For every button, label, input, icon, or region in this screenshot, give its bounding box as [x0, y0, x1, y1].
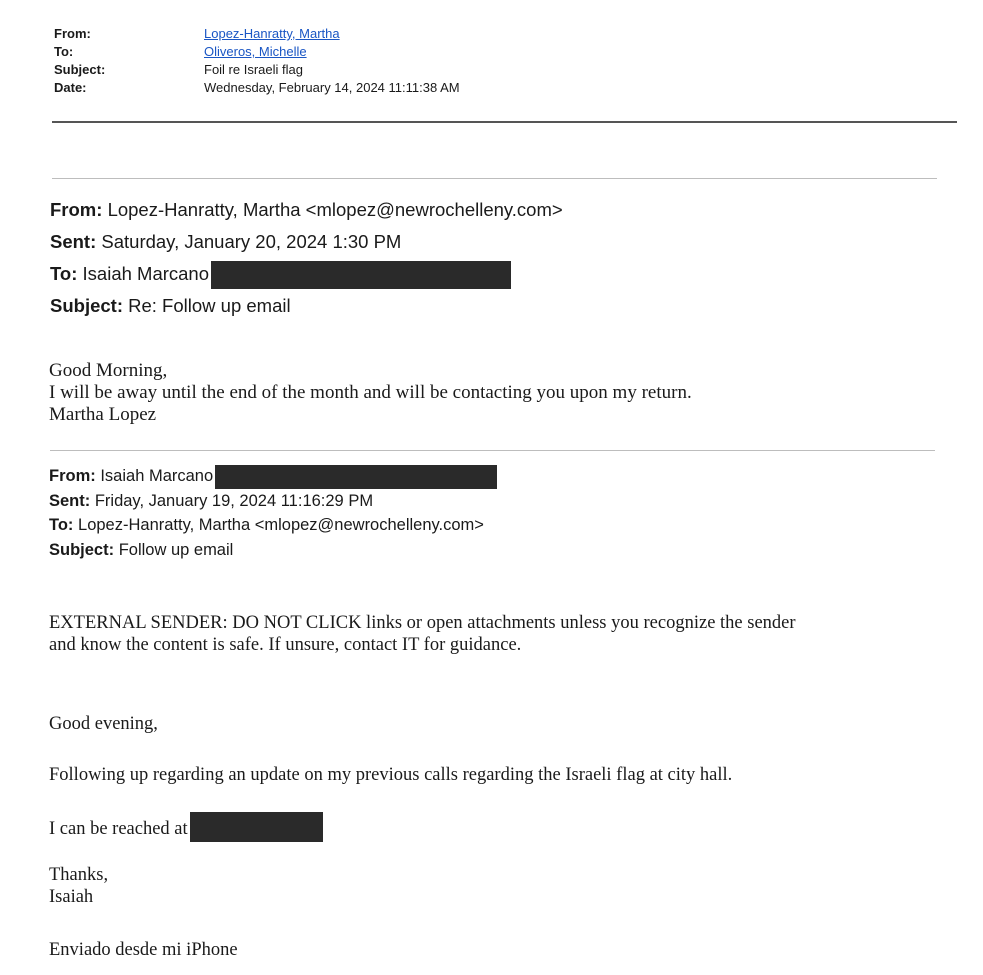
reply-from-label: From:: [50, 199, 103, 220]
reply-body: [49, 360, 692, 426]
reply-sent-row: [50, 226, 563, 258]
footer-line: Enviado desde mi iPhone: [49, 940, 238, 960]
header-date-row: [54, 79, 460, 97]
subject-label: Subject:: [54, 62, 106, 77]
subject-value: Foil re Israeli flag: [204, 62, 303, 77]
message-divider: [50, 450, 935, 451]
reply-sent-label: Sent:: [50, 231, 97, 252]
reply-line: I will be away until the end of the month and will be contacting you upon my return.: [49, 382, 692, 403]
quote-divider: [52, 178, 937, 179]
reply-to-value: Isaiah Marcano: [82, 263, 210, 284]
orig-sent-value: Friday, January 19, 2024 11:16:29 PM: [94, 491, 374, 510]
external-warning: [49, 612, 796, 656]
to-link[interactable]: Oliveros, Michelle: [204, 44, 307, 59]
greeting-text: [49, 713, 158, 735]
reply-subject-value: Re: Follow up email: [128, 295, 291, 316]
orig-from-row: [49, 464, 497, 489]
orig-from-value: Isaiah Marcano: [100, 467, 214, 485]
orig-to-row: [49, 513, 497, 538]
orig-subject-value: Follow up email: [118, 540, 234, 559]
signoff-text: [49, 864, 108, 908]
to-label: To:: [54, 44, 74, 59]
reply-from-value: Lopez-Hanratty, Martha <mlopez@newrochelleny.com>: [107, 199, 563, 220]
orig-to-value: Lopez-Hanratty, Martha <mlopez@newrochelleny.com>: [78, 516, 484, 535]
warning-line: and know the content is safe. If unsure, contact IT for guidance.: [49, 635, 522, 655]
date-label: Date:: [54, 80, 87, 95]
reply-header: [50, 194, 563, 322]
reply-line: Good Morning,: [49, 360, 168, 381]
signature-line: Isaiah: [49, 887, 94, 907]
reach-line: I can be reached at: [49, 819, 188, 839]
warning-line: EXTERNAL SENDER: DO NOT CLICK links or open attachments unless you recognize the sender: [49, 613, 796, 633]
footer-text: [49, 939, 238, 961]
message-line: Following up regarding an update on my previous calls regarding the Israeli flag at city hall.: [49, 765, 733, 785]
redaction-bar: [190, 812, 323, 842]
redaction-bar: [211, 261, 511, 289]
orig-sent-label: Sent:: [49, 491, 91, 510]
from-link[interactable]: Lopez-Hanratty, Martha: [204, 26, 340, 41]
original-header: [49, 464, 497, 562]
email-header: [54, 25, 460, 97]
from-label: From:: [54, 26, 91, 41]
date-value: Wednesday, February 14, 2024 11:11:38 AM: [204, 80, 460, 95]
reply-subject-row: [50, 290, 563, 322]
orig-from-label: From:: [49, 467, 96, 485]
orig-subject-label: Subject:: [49, 540, 115, 559]
reply-subject-label: Subject:: [50, 295, 123, 316]
reply-line: Martha Lopez: [49, 404, 157, 425]
greeting-line: Good evening,: [49, 714, 158, 734]
reply-to-row: [50, 258, 563, 290]
reply-to-label: To:: [50, 263, 78, 284]
orig-sent-row: [49, 489, 497, 514]
redaction-bar: [215, 465, 497, 489]
message-text: [49, 764, 732, 786]
header-to-row: [54, 43, 460, 61]
header-divider: [52, 121, 957, 123]
orig-subject-row: [49, 538, 497, 563]
header-subject-row: [54, 61, 460, 79]
thanks-line: Thanks,: [49, 865, 109, 885]
orig-to-label: To:: [49, 516, 74, 535]
header-from-row: [54, 25, 460, 43]
reach-text: [49, 812, 323, 844]
reply-sent-value: Saturday, January 20, 2024 1:30 PM: [101, 231, 402, 252]
reply-from-row: [50, 194, 563, 226]
